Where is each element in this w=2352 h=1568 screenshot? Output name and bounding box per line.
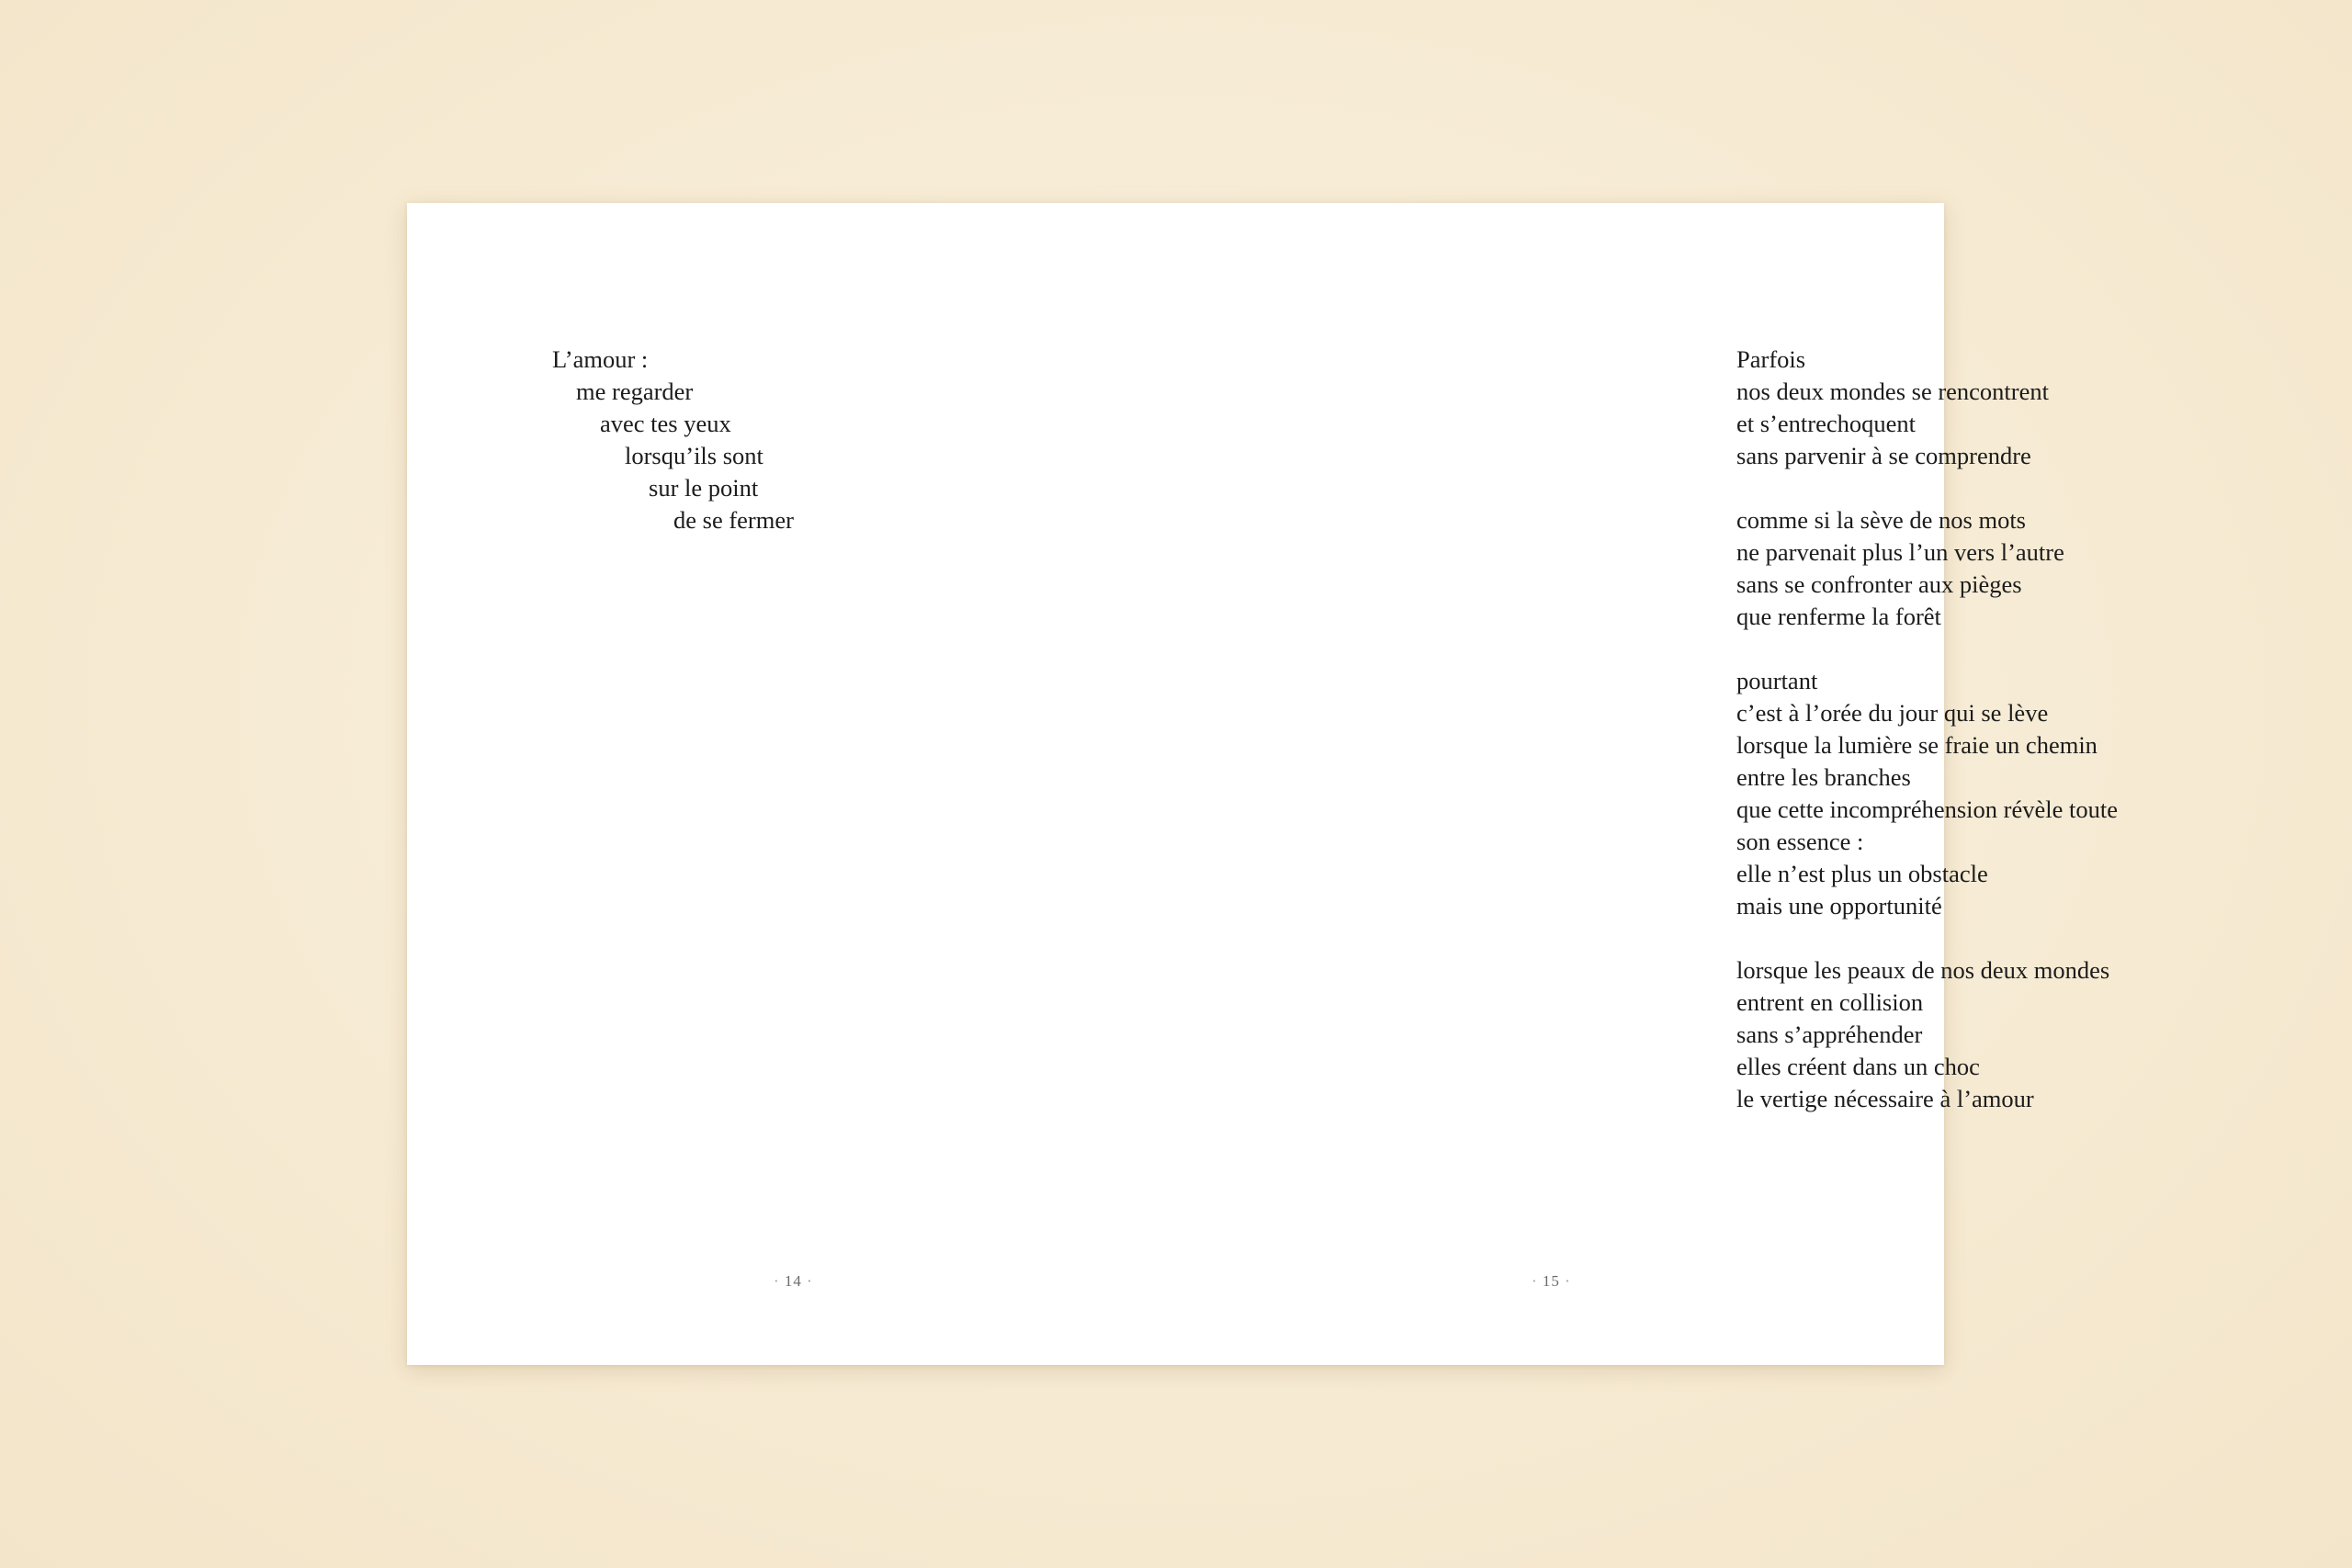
poem-line: sans se confronter aux pièges — [1736, 570, 2022, 598]
poem-line: L’amour : — [552, 345, 649, 373]
poem-line: nos deux mondes se rencontrent — [1736, 378, 2049, 405]
poem-line: Parfois — [1736, 345, 1806, 373]
book-spread — [407, 203, 2118, 1365]
stanza — [1736, 344, 2118, 472]
poem-line: lorsqu’ils sont — [625, 442, 763, 469]
poem-line: c’est à l’orée du jour qui se lève — [1736, 699, 2049, 727]
poem-line: sans parvenir à se comprendre — [1736, 442, 2031, 469]
page-number — [774, 1272, 813, 1291]
folio-dot: · — [774, 1272, 780, 1290]
poem-line: comme si la sève de nos mots — [1736, 506, 2026, 534]
left-poem — [552, 344, 794, 536]
poem-line: que renferme la forêt — [1736, 603, 1941, 630]
poem-line: entre les branches — [1736, 763, 1911, 791]
left-page — [407, 203, 1175, 1365]
poem-line: elle n’est plus un obstacle — [1736, 860, 1988, 887]
folio-dot: · — [1565, 1272, 1571, 1290]
poem-line: que cette incompréhension révèle toute — [1736, 795, 2118, 823]
poem-line: pourtant — [1736, 667, 1818, 694]
poem-line: sur le point — [649, 474, 759, 502]
page-number-value: 15 — [1542, 1272, 1560, 1290]
poem-line: de se fermer — [673, 506, 794, 534]
poem-line: ne parvenait plus l’un vers l’autre — [1736, 538, 2064, 566]
poem-line: mais une opportunité — [1736, 892, 1942, 919]
poem-line: entrent en collision — [1736, 988, 1924, 1016]
poem-line: me regarder — [576, 378, 694, 405]
poem-line: sans s’appréhender — [1736, 1021, 1923, 1048]
poem-line: le vertige nécessaire à l’amour — [1736, 1085, 2034, 1112]
stanza — [1736, 954, 2118, 1115]
right-poem — [1736, 344, 2118, 1115]
poem-line: lorsque la lumière se fraie un chemin — [1736, 731, 2098, 759]
poem-line: et s’entrechoquent — [1736, 410, 1916, 437]
page-number — [1532, 1272, 1571, 1291]
folio-dot: · — [1532, 1272, 1538, 1290]
folio-dot: · — [807, 1272, 813, 1290]
poem-line: son essence : — [1736, 828, 1864, 855]
stanza — [1736, 504, 2118, 633]
poem-line: elles créent dans un choc — [1736, 1053, 1980, 1080]
poem-line: lorsque les peaux de nos deux mondes — [1736, 956, 2110, 984]
poem-line: avec tes yeux — [600, 410, 731, 437]
stanza — [1736, 665, 2118, 922]
page-number-value: 14 — [784, 1272, 802, 1290]
right-page — [1175, 203, 2118, 1365]
